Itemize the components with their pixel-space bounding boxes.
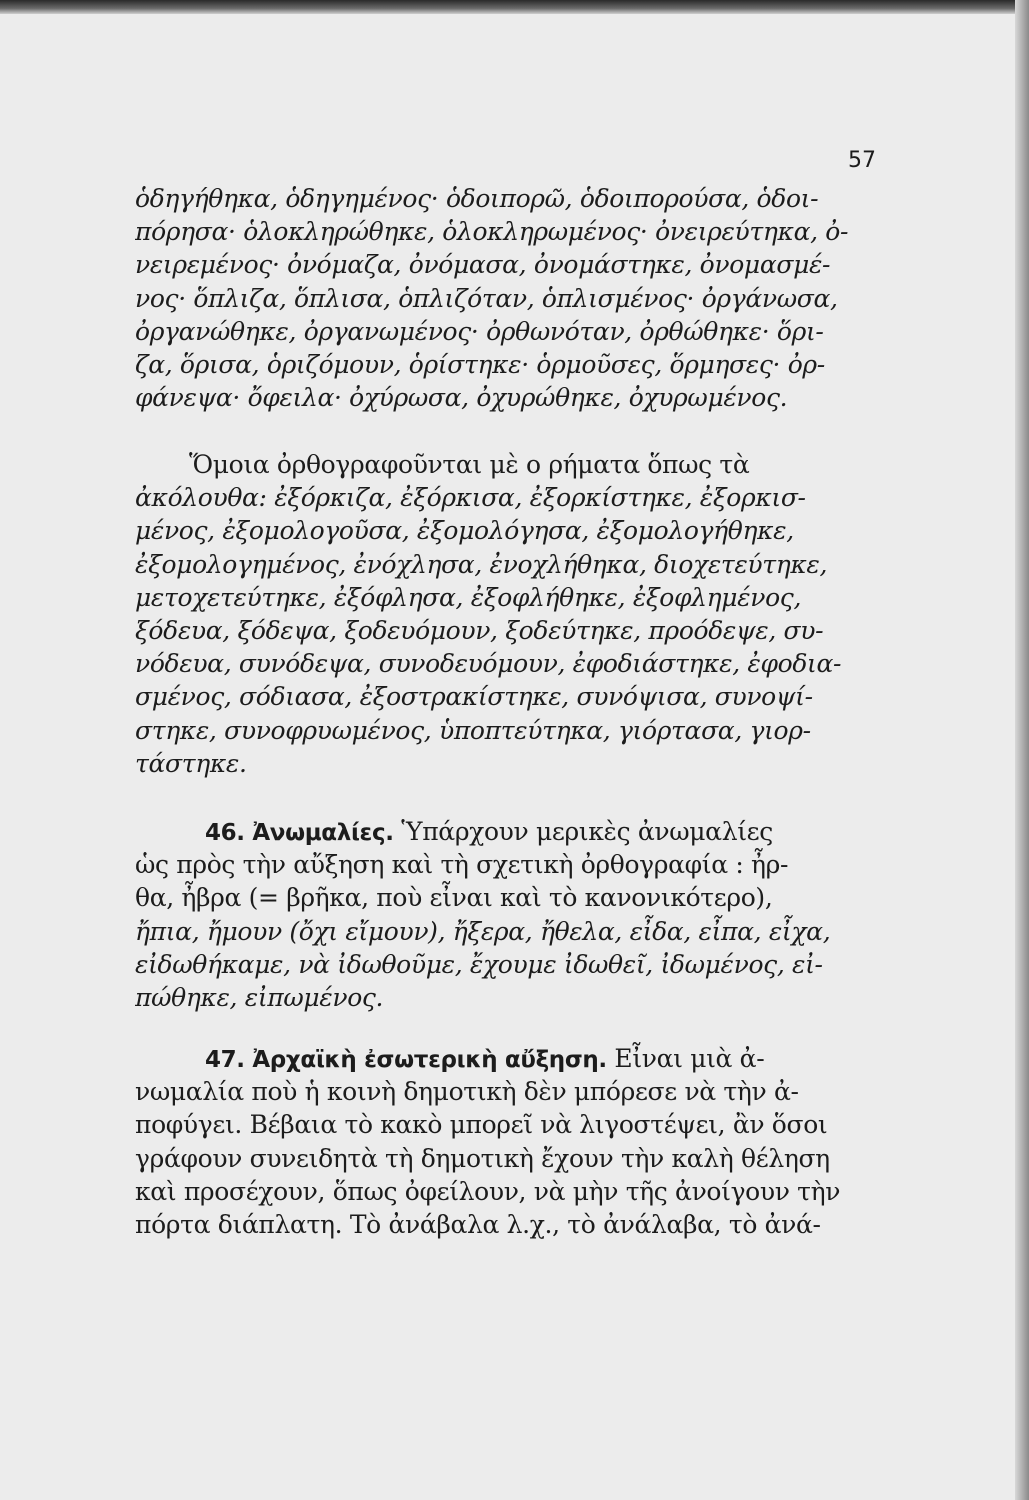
text-line: πόρτα διάπλατη. Τὸ ἀνάβαλα λ.χ., τὸ ἀνάλαβα, τὸ ἀνά- [135,1209,821,1239]
text-line: μένος, ἐξομολογοῦσα, ἐξομολόγησα, ἐξομολογήθηκε, [135,516,794,546]
text-line: μετοχετεύτηκε, ἐξόφλησα, ἐξοφλήθηκε, ἐξοφλημένος, [135,582,802,612]
section-46-number: 46. [205,820,245,846]
text-line: Ὅμοια ὀρθογραφοῦνται μὲ ο ρήματα ὅπως τὰ [189,450,750,479]
text-line: Εἶναι μιὰ ἀ- [614,1044,765,1073]
text-line: ἐξομολογημένος, ἐνόχλησα, ἐνοχλήθηκα, διοχετεύτηκε, [135,549,828,579]
text-line: ἤπια, ἤμουν (ὄχι εἴμουν), ἤξερα, ἤθελα, εἶδα, εἶπα, εἶχα, [135,916,831,946]
scan-top-edge [0,0,1029,14]
text-line: ζα, ὅρισα, ὁριζόμουν, ὁρίστηκε· ὁρμοῦσες, ὅρμησες· ὀρ- [135,349,825,379]
text-line: ὡς πρὸς τὴν αὔξηση καὶ τὴ σχετικὴ ὀρθογραφία : ἦρ- [135,850,789,880]
text-line: νειρεμένος· ὀνόμαζα, ὀνόμασα, ὀνομάστηκε, ὀνομασμέ- [135,250,831,280]
text-line: ξόδευα, ξόδεψα, ξοδευόμουν, ξοδεύτηκε, προόδεψε, συ- [135,615,824,645]
text-line: φάνεψα· ὄφειλα· ὀχύρωσα, ὀχυρώθηκε, ὀχυρωμένος. [135,383,788,413]
text-line: νόδευα, συνόδεψα, συνοδευόμουν, ἐφοδιάστηκε, ἐφοδια- [135,649,842,679]
section-47-number: 47. [205,1047,245,1073]
text-line: ποφύγει. Βέβαια τὸ κακὸ μπορεῖ νὰ λιγοστέψει, ἂν ὅσοι [135,1110,828,1140]
text-line: στηκε, συνοφρυωμένος, ὑποπτεύτηκα, γιόρτασα, γιορ- [135,715,811,745]
text-line: ὀργανώθηκε, ὀργανωμένος· ὀρθωνόταν, ὀρθώθηκε· ὅρι- [135,316,824,346]
section-46-title: Ἀνωμαλίες. [252,820,394,846]
section-47 [135,1042,887,1241]
text-line: σμένος, σόδιασα, ἐξοστρακίστηκε, συνόψισα, συνοψί- [135,682,813,712]
text-line: ὁδηγήθηκα, ὁδηγημένος· ὁδοιπορῶ, ὁδοιπορούσα, ὁδοι- [135,184,819,213]
section-46 [135,815,887,1014]
text-line: Ὑπάρχουν μερικὲς ἀνωμαλίες [401,817,773,846]
text-line: εἰδωθήκαμε, νὰ ἰδωθοῦμε, ἔχουμε ἰδωθεῖ, ἰδωμένος, εἰ- [135,949,823,979]
text-line: πώθηκε, εἰπωμένος. [135,982,384,1012]
text-line: γράφουν συνειδητὰ τὴ δημοτικὴ ἔχουν τὴν καλὴ θέληση [135,1143,830,1173]
paragraph-similar-verbs [135,448,887,780]
text-line: ἀκόλουθα: ἐξόρκιζα, ἐξόρκισα, ἐξορκίστηκε, ἐξορκισ- [135,483,806,513]
text-line: τάστηκε. [135,748,247,778]
text-line: νος· ὅπλιζα, ὅπλισα, ὁπλιζόταν, ὁπλισμένος· ὀργάνωσα, [135,283,838,313]
section-47-title: Ἀρχαϊκὴ ἐσωτερικὴ αὔξηση. [252,1047,607,1073]
page-number: 57 [848,148,876,173]
text-line: καὶ προσέχουν, ὅπως ὀφείλουν, νὰ μὴν τῆς ἀνοίγουν τὴν [135,1176,841,1206]
text-line: νωμαλία ποὺ ἡ κοινὴ δημοτικὴ δὲν μπόρεσε νὰ τὴν ἀ- [135,1077,799,1107]
section-46-first-line [135,815,887,848]
text-line: θα, ἦβρα (= βρῆκα, ποὺ εἶναι καὶ τὸ κανονικότερο), [135,883,773,913]
text-line: πόρησα· ὁλοκληρώθηκε, ὁλοκληρωμένος· ὀνειρεύτηκα, ὀ- [135,217,849,247]
section-47-first-line [135,1042,887,1075]
scan-right-edge [1015,0,1029,1500]
paragraph-verb-forms [135,182,887,414]
